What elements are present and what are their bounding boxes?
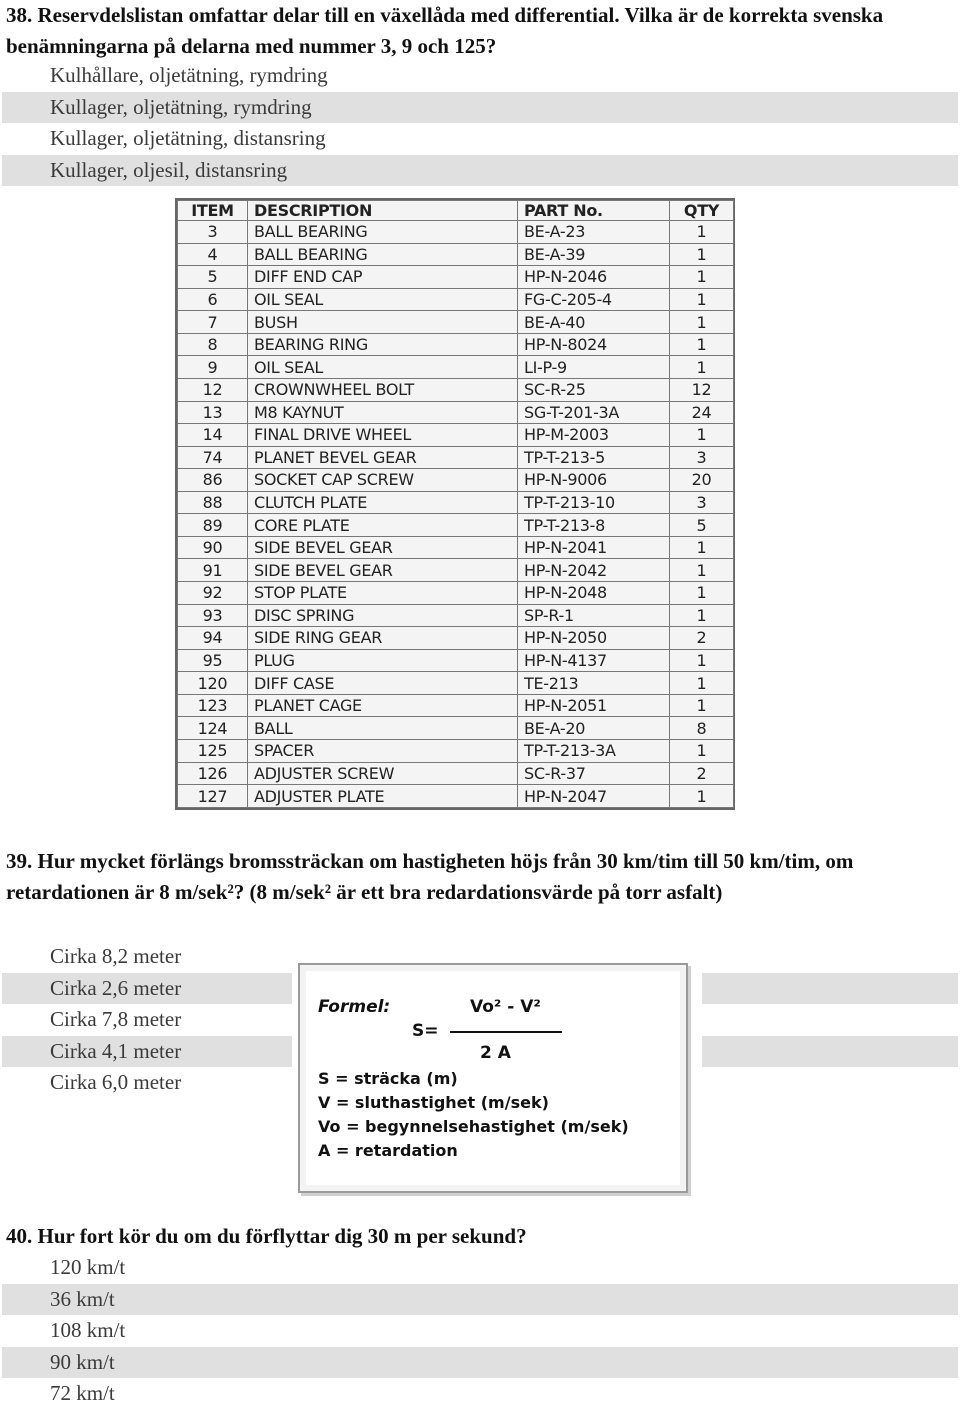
table-row: [178, 469, 734, 492]
cell-item: 74: [178, 446, 248, 469]
cell-part-no: FG-C-205-4: [518, 288, 670, 311]
cell-description: BALL BEARING: [248, 221, 518, 244]
cell-description: DIFF CASE: [248, 672, 518, 695]
cell-description: M8 KAYNUT: [248, 401, 518, 424]
table-row: [178, 401, 734, 424]
cell-item: 14: [178, 424, 248, 447]
cell-item: 5: [178, 266, 248, 289]
cell-item: 91: [178, 559, 248, 582]
table-row: [178, 356, 734, 379]
cell-part-no: TP-T-213-5: [518, 446, 670, 469]
cell-description: FINAL DRIVE WHEEL: [248, 424, 518, 447]
table-row: [178, 424, 734, 447]
cell-description: ADJUSTER SCREW: [248, 762, 518, 785]
cell-qty: 2: [670, 627, 734, 650]
cell-part-no: HP-N-4137: [518, 649, 670, 672]
table-row: [178, 762, 734, 785]
cell-part-no: BE-A-40: [518, 311, 670, 334]
answer-option[interactable]: 120 km/t: [50, 1255, 126, 1279]
cell-description: BALL BEARING: [248, 243, 518, 266]
cell-description: STOP PLATE: [248, 582, 518, 605]
cell-description: SIDE BEVEL GEAR: [248, 559, 518, 582]
cell-description: DISC SPRING: [248, 604, 518, 627]
cell-qty: 3: [670, 446, 734, 469]
cell-item: 8: [178, 333, 248, 356]
cell-qty: 1: [670, 243, 734, 266]
table-row: [178, 649, 734, 672]
cell-item: 13: [178, 401, 248, 424]
table-row: [178, 604, 734, 627]
answer-option[interactable]: Kullager, oljesil, distansring: [2, 155, 958, 187]
cell-part-no: TP-T-213-10: [518, 491, 670, 514]
cell-qty: 2: [670, 762, 734, 785]
column-header-qty: QTY: [670, 201, 734, 221]
cell-item: 94: [178, 627, 248, 650]
table-row: [178, 739, 734, 762]
table-row: [178, 559, 734, 582]
table-row: [178, 311, 734, 334]
formula-definition: S = sträcka (m): [318, 1069, 458, 1088]
question-38-text: 38. Reservdelslistan omfattar delar till en växellåda med differential. Vilka är de korrekta svenska benämningarna på delarna med nummer 3, 9 och 125?: [6, 3, 884, 58]
answer-option[interactable]: 72 km/t: [50, 1381, 115, 1404]
answer-option[interactable]: 90 km/t: [2, 1347, 958, 1379]
parts-list-figure: [175, 198, 735, 810]
cell-part-no: TP-T-213-8: [518, 514, 670, 537]
cell-description: PLUG: [248, 649, 518, 672]
cell-part-no: LI-P-9: [518, 356, 670, 379]
cell-item: 12: [178, 378, 248, 401]
cell-description: ADJUSTER PLATE: [248, 785, 518, 808]
answer-option[interactable]: 108 km/t: [50, 1318, 126, 1342]
cell-description: CORE PLATE: [248, 514, 518, 537]
cell-part-no: SC-R-25: [518, 378, 670, 401]
table-row: [178, 717, 734, 740]
cell-qty: 1: [670, 333, 734, 356]
table-row: [178, 785, 734, 808]
cell-qty: 1: [670, 604, 734, 627]
cell-part-no: TE-213: [518, 672, 670, 695]
cell-qty: 1: [670, 536, 734, 559]
cell-description: SPACER: [248, 739, 518, 762]
table-row: [178, 514, 734, 537]
cell-part-no: BE-A-23: [518, 221, 670, 244]
fraction-line: [450, 1031, 562, 1033]
cell-qty: 1: [670, 785, 734, 808]
table-row: [178, 288, 734, 311]
cell-description: BEARING RING: [248, 333, 518, 356]
table-row: [178, 694, 734, 717]
formula-definition: A = retardation: [318, 1141, 458, 1160]
cell-qty: 24: [670, 401, 734, 424]
cell-item: 126: [178, 762, 248, 785]
cell-qty: 1: [670, 221, 734, 244]
cell-part-no: SG-T-201-3A: [518, 401, 670, 424]
cell-item: 86: [178, 469, 248, 492]
cell-description: SIDE BEVEL GEAR: [248, 536, 518, 559]
table-row: [178, 266, 734, 289]
formula-numerator: Vo² - V²: [470, 997, 541, 1017]
cell-item: 3: [178, 221, 248, 244]
cell-description: CROWNWHEEL BOLT: [248, 378, 518, 401]
cell-part-no: TP-T-213-3A: [518, 739, 670, 762]
cell-part-no: SC-R-37: [518, 762, 670, 785]
cell-qty: 1: [670, 356, 734, 379]
cell-description: SOCKET CAP SCREW: [248, 469, 518, 492]
cell-part-no: SP-R-1: [518, 604, 670, 627]
cell-item: 123: [178, 694, 248, 717]
table-row: [178, 582, 734, 605]
answer-option[interactable]: Kulhållare, oljetätning, rymdring: [50, 63, 328, 87]
cell-description: PLANET CAGE: [248, 694, 518, 717]
cell-qty: 1: [670, 311, 734, 334]
cell-part-no: HP-N-2050: [518, 627, 670, 650]
cell-part-no: HP-N-2048: [518, 582, 670, 605]
cell-qty: 1: [670, 582, 734, 605]
formula-definition: V = sluthastighet (m/sek): [318, 1093, 549, 1112]
question-40-text: 40. Hur fort kör du om du förflyttar dig 30 m per sekund?: [6, 1224, 527, 1248]
cell-description: DIFF END CAP: [248, 266, 518, 289]
column-header-description: DESCRIPTION: [248, 201, 518, 221]
cell-qty: 12: [670, 378, 734, 401]
cell-part-no: HP-M-2003: [518, 424, 670, 447]
answer-option[interactable]: 36 km/t: [2, 1284, 958, 1316]
formula-definition: Vo = begynnelsehastighet (m/sek): [318, 1117, 629, 1136]
formula-denominator: 2 A: [480, 1043, 511, 1063]
cell-description: CLUTCH PLATE: [248, 491, 518, 514]
cell-item: 89: [178, 514, 248, 537]
table-row: [178, 333, 734, 356]
cell-part-no: HP-N-2051: [518, 694, 670, 717]
cell-part-no: BE-A-20: [518, 717, 670, 740]
cell-qty: 1: [670, 694, 734, 717]
cell-part-no: BE-A-39: [518, 243, 670, 266]
cell-description: PLANET BEVEL GEAR: [248, 446, 518, 469]
cell-item: 93: [178, 604, 248, 627]
cell-qty: 1: [670, 424, 734, 447]
cell-item: 127: [178, 785, 248, 808]
table-row: [178, 672, 734, 695]
cell-qty: 8: [670, 717, 734, 740]
cell-item: 7: [178, 311, 248, 334]
answer-option[interactable]: Cirka 7,8 meter: [50, 1007, 182, 1031]
cell-qty: 20: [670, 469, 734, 492]
answer-option[interactable]: Cirka 8,2 meter: [50, 944, 182, 968]
formula-lhs: S=: [412, 1021, 439, 1041]
cell-part-no: HP-N-2046: [518, 266, 670, 289]
cell-qty: 1: [670, 649, 734, 672]
cell-description: BALL: [248, 717, 518, 740]
cell-qty: 1: [670, 672, 734, 695]
cell-description: OIL SEAL: [248, 356, 518, 379]
parts-table-body: [178, 221, 734, 808]
question-40-options: [2, 1252, 958, 1404]
formula-label: Formel:: [318, 997, 391, 1017]
question-38-options: [2, 60, 958, 186]
column-header-part-no: PART No.: [518, 201, 670, 221]
table-header-row: [178, 201, 734, 221]
cell-part-no: HP-N-2042: [518, 559, 670, 582]
table-row: [178, 491, 734, 514]
column-header-item: ITEM: [178, 201, 248, 221]
formula-box: [298, 963, 688, 1193]
cell-item: 9: [178, 356, 248, 379]
cell-item: 88: [178, 491, 248, 514]
cell-part-no: HP-N-9006: [518, 469, 670, 492]
cell-item: 6: [178, 288, 248, 311]
answer-option[interactable]: Kullager, oljetätning, rymdring: [2, 92, 958, 124]
cell-qty: 3: [670, 491, 734, 514]
cell-part-no: HP-N-8024: [518, 333, 670, 356]
cell-part-no: HP-N-2041: [518, 536, 670, 559]
cell-qty: 1: [670, 559, 734, 582]
cell-description: OIL SEAL: [248, 288, 518, 311]
cell-description: SIDE RING GEAR: [248, 627, 518, 650]
cell-description: BUSH: [248, 311, 518, 334]
table-row: [178, 243, 734, 266]
table-row: [178, 221, 734, 244]
question-39-text: 39. Hur mycket förlängs bromssträckan om hastigheten höjs från 30 km/tim till 50 km/tim, om retardationen är 8 m/sek²? (8 m/sek² är ett bra redardationsvärde på torr asfalt): [6, 849, 854, 904]
parts-list-table: [177, 200, 734, 808]
cell-item: 90: [178, 536, 248, 559]
answer-option[interactable]: Cirka 6,0 meter: [50, 1070, 182, 1094]
table-row: [178, 378, 734, 401]
cell-qty: 1: [670, 739, 734, 762]
table-row: [178, 536, 734, 559]
cell-qty: 1: [670, 266, 734, 289]
table-row: [178, 446, 734, 469]
cell-item: 4: [178, 243, 248, 266]
cell-qty: 5: [670, 514, 734, 537]
answer-option[interactable]: Cirka 4,1 meter: [2, 1036, 958, 1068]
table-row: [178, 627, 734, 650]
answer-option[interactable]: Cirka 2,6 meter: [2, 973, 958, 1005]
cell-item: 124: [178, 717, 248, 740]
cell-qty: 1: [670, 288, 734, 311]
cell-item: 95: [178, 649, 248, 672]
cell-item: 120: [178, 672, 248, 695]
cell-item: 125: [178, 739, 248, 762]
answer-option[interactable]: Kullager, oljetätning, distansring: [50, 126, 326, 150]
cell-part-no: HP-N-2047: [518, 785, 670, 808]
cell-item: 92: [178, 582, 248, 605]
